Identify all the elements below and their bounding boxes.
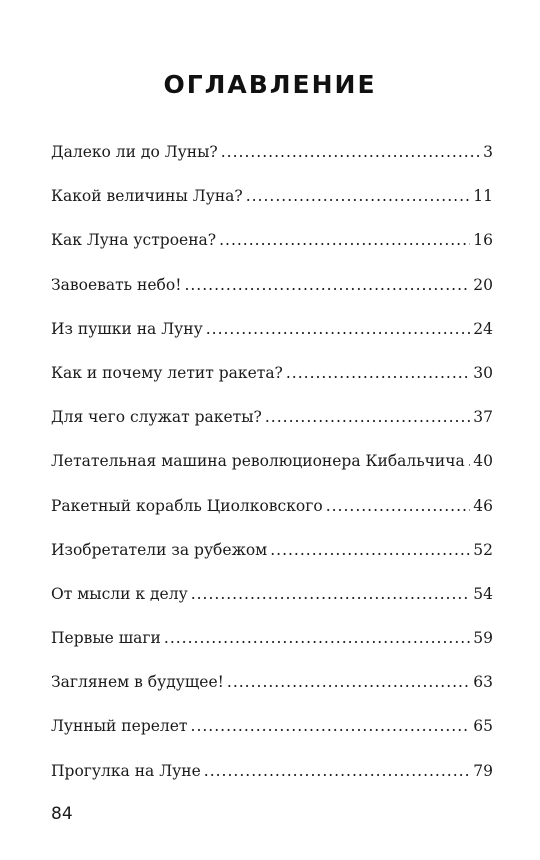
toc-entry <box>51 320 493 364</box>
toc-entry <box>51 276 493 320</box>
toc-entry-page: 65 <box>473 717 493 736</box>
toc-entry-page: 24 <box>473 319 493 338</box>
toc-entry <box>51 717 493 761</box>
dot-leader <box>227 673 470 691</box>
toc-entry-page: 16 <box>473 231 493 250</box>
page-number: 84 <box>51 804 73 824</box>
toc-entry <box>51 497 493 541</box>
toc-entry <box>51 452 493 496</box>
dot-leader <box>204 762 470 780</box>
toc-entry <box>51 408 493 452</box>
toc-entry-title: Далеко ли до Луны? <box>51 143 218 161</box>
toc-entry-title: Прогулка на Луне <box>51 761 201 780</box>
toc-entry-title: Первые шаги <box>51 629 161 648</box>
page-title: ОГЛАВЛЕНИЕ <box>163 70 377 99</box>
toc-entry-title: Для чего служат ракеты? <box>51 408 262 427</box>
dot-leader <box>219 231 470 249</box>
dot-leader <box>221 143 480 161</box>
toc-entry <box>51 187 493 231</box>
toc-entry-page: 11 <box>473 187 493 206</box>
toc-entry-page: 3 <box>483 143 493 161</box>
toc-entry <box>51 143 493 187</box>
dot-leader <box>265 408 470 426</box>
toc-entry-page: 63 <box>473 673 493 692</box>
dot-leader <box>246 187 471 205</box>
dot-leader <box>164 629 470 647</box>
toc-entry <box>51 541 493 585</box>
toc-entry-title: От мысли к делу <box>51 584 188 603</box>
toc-entry-page: 46 <box>473 496 493 515</box>
table-of-contents <box>51 143 493 806</box>
dot-leader <box>326 497 471 515</box>
toc-entry-page: 54 <box>473 584 493 603</box>
toc-entry <box>51 585 493 629</box>
dot-leader <box>286 364 470 382</box>
toc-entry-title: Как Луна устроена? <box>51 231 217 250</box>
toc-entry-title: Ракетный корабль Циолковского <box>51 496 323 515</box>
toc-entry-title: Изобретатели за рубежом <box>51 540 268 559</box>
toc-entry-title: Лунный перелет <box>51 717 188 736</box>
toc-entry <box>51 364 493 408</box>
dot-leader <box>184 276 470 294</box>
toc-entry <box>51 673 493 717</box>
toc-entry <box>51 762 493 806</box>
dot-leader <box>191 717 471 735</box>
toc-entry <box>51 231 493 275</box>
toc-entry-page: 59 <box>473 629 493 648</box>
toc-entry-page: 20 <box>473 275 493 294</box>
toc-entry-page: 37 <box>473 408 493 427</box>
dot-leader <box>206 320 471 338</box>
toc-entry-title: Завоевать небо! <box>51 275 182 294</box>
toc-entry-title: Какой величины Луна? <box>51 187 243 206</box>
toc-entry-page: 30 <box>473 363 493 382</box>
toc-entry <box>51 629 493 673</box>
dot-leader <box>270 541 470 559</box>
toc-entry-page: 40 <box>473 452 493 471</box>
toc-entry-page: 79 <box>473 761 493 780</box>
toc-entry-title: Заглянем в будущее! <box>51 673 224 692</box>
dot-leader <box>468 452 471 470</box>
dot-leader <box>191 585 471 603</box>
toc-entry-title: Как и почему летит ракета? <box>51 363 283 382</box>
toc-entry-title: Летательная машина революционера Кибальчича <box>51 452 465 471</box>
toc-entry-page: 52 <box>473 540 493 559</box>
toc-entry-title: Из пушки на Луну <box>51 319 203 338</box>
